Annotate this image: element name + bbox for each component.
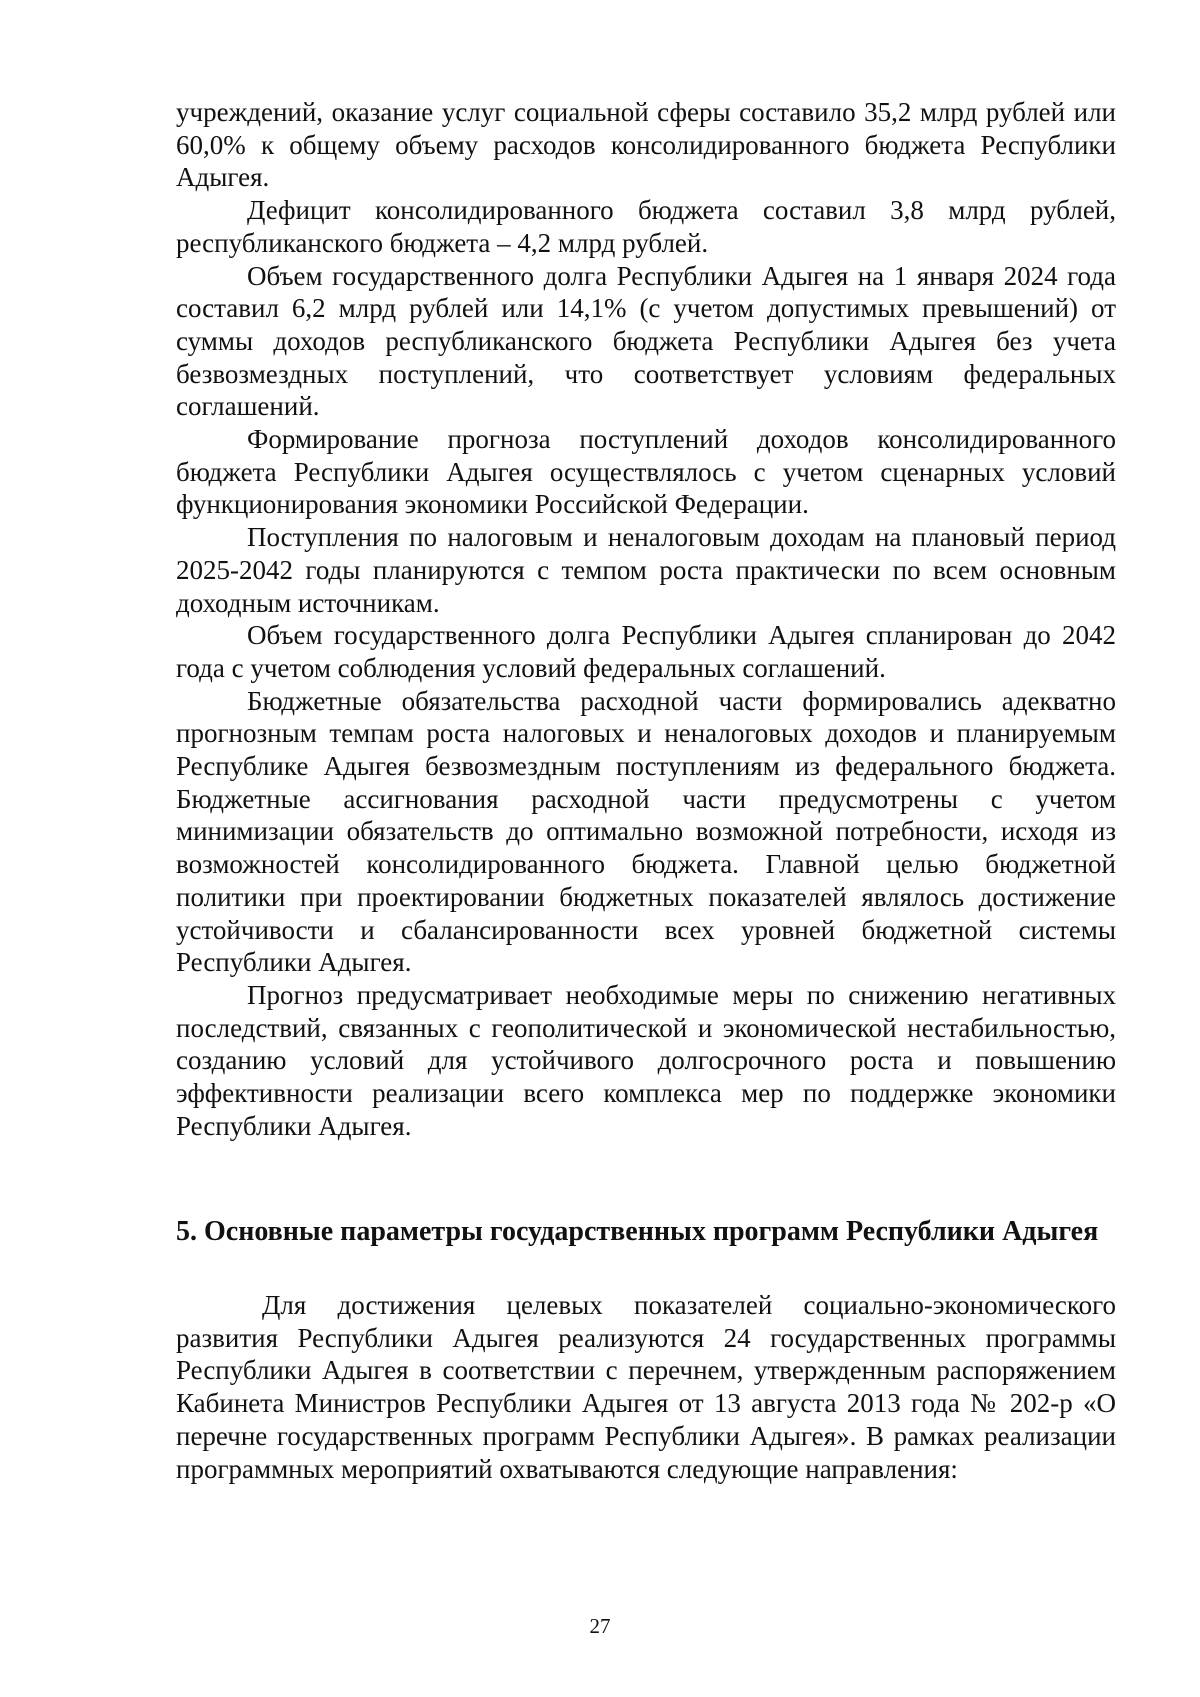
- paragraph: Формирование прогноза поступлений доходов консолидированного бюджета Республики Адыгея осуществлялось с учетом сценарных условий функционирования экономики Российской Федерации.: [176, 424, 1116, 520]
- page-number: 27: [589, 1614, 611, 1638]
- paragraph: учреждений, оказание услуг социальной сферы составило 35,2 млрд рублей или 60,0% к общему объему расходов консолидированного бюджета Республики Адыгея.: [176, 97, 1116, 193]
- body-text-block: [176, 1289, 1116, 1485]
- section-heading: 5. Основные параметры государственных программ Республики Адыгея: [176, 1216, 1099, 1247]
- paragraph: Поступления по налоговым и неналоговым доходам на плановый период 2025-2042 годы планируются с темпом роста практически по всем основным доходным источникам.: [176, 522, 1116, 618]
- paragraph: Прогноз предусматривает необходимые меры по снижению негативных последствий, связанных с геополитической и экономической нестабильностью, созданию условий для устойчивого долгосрочного роста и повышению эффективности реализации всего комплекса мер по поддержке экономики Республики Адыгея.: [176, 979, 1116, 1141]
- paragraph: Для достижения целевых показателей социально-экономического развития Республики Адыгея реализуются 24 государственных программы Республики Адыгея в соответствии с перечнем, утвержденным распоряжением Кабинета Министров Республики Адыгея от 13 августа 2013 года № 202-р «О перечне государственных программ Республики Адыгея». В рамках реализации программных мероприятий охватываются следующие направления:: [176, 1290, 1116, 1484]
- paragraph: Объем государственного долга Республики Адыгея на 1 января 2024 года составил 6,2 млрд рублей или 14,1% (с учетом допустимых превышений) от суммы доходов республиканского бюджета Республики Адыгея без учета безвозмездных поступлений, что соответствует условиям федеральных соглашений.: [176, 260, 1116, 422]
- paragraph: Бюджетные обязательства расходной части формировались адекватно прогнозным темпам роста налоговых и неналоговых доходов и планируемым Республике Адыгея безвозмездным поступлениям из федерального бюджета. Бюджетные ассигнования расходной части предусмотрены с учетом минимизации обязательств до оптимально возможной потребности, исходя из возможностей консолидированного бюджета. Главной целью бюджетной политики при проектировании бюджетных показателей являлось достижение устойчивости и сбалансированности всех уровней бюджетной системы Республики Адыгея.: [176, 685, 1116, 978]
- paragraph: Дефицит консолидированного бюджета составил 3,8 млрд рублей, республиканского бюджета – 4,2 млрд рублей.: [176, 195, 1116, 258]
- paragraph: Объем государственного долга Республики Адыгея спланирован до 2042 года с учетом соблюдения условий федеральных соглашений.: [176, 620, 1116, 683]
- body-text-block: [176, 96, 1116, 1143]
